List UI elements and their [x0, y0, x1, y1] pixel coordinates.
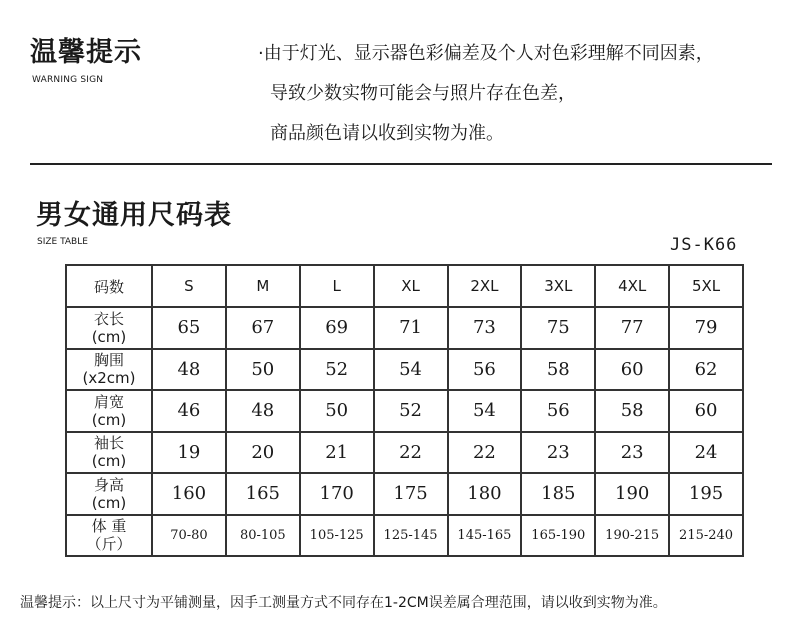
table-cell: 77: [595, 307, 669, 349]
size-header-cell: M: [226, 265, 300, 307]
table-cell: 50: [300, 390, 374, 432]
row-label-unit: (cm): [91, 327, 127, 346]
table-cell: 56: [521, 390, 595, 432]
table-cell: 52: [374, 390, 448, 432]
row-label-unit: (x2cm): [82, 369, 136, 388]
row-label-unit: （斤）: [86, 535, 132, 554]
table-cell: 165-190: [521, 515, 595, 557]
row-label: [66, 515, 152, 557]
table-cell: 62: [669, 349, 743, 391]
table-cell: 23: [595, 432, 669, 474]
table-cell: 22: [448, 432, 522, 474]
warning-notice: [258, 34, 714, 154]
row-label: [66, 432, 152, 474]
table-cell: 67: [226, 307, 300, 349]
model-code: JS-K66: [670, 235, 738, 255]
notice-line: 导致少数实物可能会与照片存在色差，: [270, 83, 576, 104]
size-header-cell: S: [152, 265, 226, 307]
table-cell: 58: [521, 349, 595, 391]
table-cell: 24: [669, 432, 743, 474]
table-cell: 160: [152, 473, 226, 515]
notice-line: 商品颜色请以收到实物为准。: [270, 123, 504, 144]
table-row: [66, 349, 743, 391]
table-cell: 79: [669, 307, 743, 349]
warning-subtitle: WARNING SIGN: [32, 75, 104, 85]
row-label-name: 袖长: [93, 434, 124, 453]
size-header-cell: 2XL: [448, 265, 522, 307]
table-cell: 125-145: [374, 515, 448, 557]
table-row: [66, 307, 743, 349]
table-cell: 165: [226, 473, 300, 515]
table-cell: 20: [226, 432, 300, 474]
table-cell: 145-165: [448, 515, 522, 557]
table-cell: 105-125: [300, 515, 374, 557]
table-cell: 175: [374, 473, 448, 515]
size-header-cell: 5XL: [669, 265, 743, 307]
row-label-name: 身高: [93, 475, 124, 494]
table-cell: 75: [521, 307, 595, 349]
row-label: [66, 473, 152, 515]
table-cell: 54: [374, 349, 448, 391]
table-cell: 48: [152, 349, 226, 391]
table-cell: 19: [152, 432, 226, 474]
row-label-name: 体 重: [91, 517, 127, 536]
notice-line: ·由于灯光、显示器色彩偏差及个人对色彩理解不同因素，: [258, 43, 714, 64]
size-table: [65, 264, 744, 557]
table-cell: 180: [448, 473, 522, 515]
table-cell: 70-80: [152, 515, 226, 557]
table-cell: 195: [669, 473, 743, 515]
row-label: [66, 307, 152, 349]
table-row: [66, 432, 743, 474]
row-label-unit: (cm): [91, 452, 127, 471]
size-header-row: [66, 265, 743, 307]
table-cell: 50: [226, 349, 300, 391]
table-cell: 54: [448, 390, 522, 432]
table-cell: 22: [374, 432, 448, 474]
row-label-name: 胸围: [93, 351, 124, 370]
table-cell: 46: [152, 390, 226, 432]
table-cell: 190-215: [595, 515, 669, 557]
row-label-unit: (cm): [91, 493, 127, 512]
table-cell: 80-105: [226, 515, 300, 557]
table-cell: 65: [152, 307, 226, 349]
table-cell: 58: [595, 390, 669, 432]
size-chart-subtitle: SIZE TABLE: [37, 237, 88, 247]
footnote: 温馨提示：以上尺寸为平铺测量，因手工测量方式不同存在1-2CM误差属合理范围，请以收到实物为准。: [20, 595, 667, 611]
section-divider: [30, 163, 772, 165]
table-cell: 69: [300, 307, 374, 349]
size-header-cell: 3XL: [521, 265, 595, 307]
size-chart-title: 男女通用尺码表: [36, 200, 232, 231]
size-header-cell: 4XL: [595, 265, 669, 307]
table-cell: 23: [521, 432, 595, 474]
table-cell: 48: [226, 390, 300, 432]
table-cell: 170: [300, 473, 374, 515]
table-cell: 60: [595, 349, 669, 391]
table-cell: 185: [521, 473, 595, 515]
size-header-cell: XL: [374, 265, 448, 307]
table-cell: 190: [595, 473, 669, 515]
size-header-cell: L: [300, 265, 374, 307]
row-label: [66, 390, 152, 432]
row-label: [66, 349, 152, 391]
table-row: [66, 473, 743, 515]
table-cell: 56: [448, 349, 522, 391]
table-cell: 71: [374, 307, 448, 349]
warning-title: 温馨提示: [30, 37, 142, 68]
table-cell: 60: [669, 390, 743, 432]
table-row: [66, 515, 743, 557]
table-cell: 215-240: [669, 515, 743, 557]
row-label-unit: (cm): [91, 410, 127, 429]
row-label-name: 肩宽: [93, 392, 124, 411]
table-cell: 52: [300, 349, 374, 391]
row-label-name: 衣长: [93, 309, 124, 328]
table-cell: 73: [448, 307, 522, 349]
table-cell: 21: [300, 432, 374, 474]
header-label: 码数: [66, 265, 152, 307]
table-row: [66, 390, 743, 432]
